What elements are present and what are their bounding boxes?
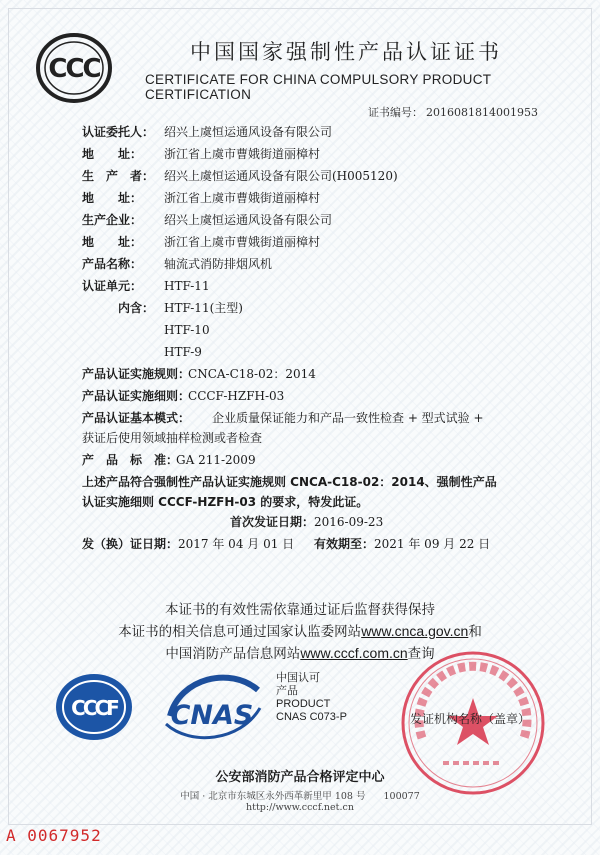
notice-line-3-suffix: 查询 <box>407 646 435 662</box>
cnas-info-line: 产品 <box>276 685 298 697</box>
issuing-organization: 公安部消防产品合格评定中心 <box>215 770 385 785</box>
model-item: HTF-11(主型) <box>164 301 243 315</box>
cnas-info-line: PRODUCT <box>276 698 331 710</box>
mode-row-2 <box>82 430 262 446</box>
notice-line-2-prefix: 本证书的相关信息可通过国家认监委网站 <box>118 624 362 640</box>
applicant-address-value: 浙江省上虞市曹娥街道丽樟村 <box>164 147 321 161</box>
unit-label: 认证单元： <box>82 279 143 293</box>
address-text: 中国 · 北京市东城区永外西革新里甲 108 号 <box>180 791 366 802</box>
factory-row <box>82 212 332 228</box>
applicant-value: 绍兴上虞恒运通风设备有限公司 <box>164 125 333 139</box>
applicant-label: 认证委托人： <box>82 125 155 139</box>
mode-label: 产品认证基本模式： <box>82 411 191 425</box>
factory-value: 绍兴上虞恒运通风设备有限公司 <box>164 213 333 227</box>
product-value: 轴流式消防排烟风机 <box>164 257 273 271</box>
ccc-logo-icon <box>36 30 112 106</box>
standard-value: GA 211-2009 <box>176 453 256 467</box>
factory-label: 生产企业： <box>82 213 143 227</box>
zip-code: 100077 <box>383 791 420 802</box>
model-row <box>164 322 210 338</box>
reissue-label: 发（换）证日期： <box>82 537 179 551</box>
certificate-number-label: 证书编号： <box>368 106 423 119</box>
contains-label: 内含： <box>118 301 155 315</box>
certificate-title-en: CERTIFICATE FOR CHINA COMPULSORY PRODUCT CERTIFICATION <box>145 72 492 102</box>
rule-row: 产品认证实施规则：CNCA-C18-02：2014 <box>82 367 316 381</box>
cnas-accreditation-text <box>276 672 347 724</box>
serial-number: A 0067952 <box>6 826 102 845</box>
cnas-logo-text: CNAS <box>170 700 254 731</box>
organization-website[interactable]: http://www.cccf.net.cn <box>246 802 354 813</box>
statement-line-2: 认证实施细则 CCCF-HZFH-03 的要求，特发此证。 <box>82 495 369 509</box>
cnca-website-link[interactable]: www.cnca.gov.cn <box>361 623 469 639</box>
factory-address-label: 地 址： <box>82 235 143 249</box>
notice-line-1: 本证书的有效性需依靠通过证后监督获得保持 <box>165 602 435 618</box>
mode-value-line1: 企业质量保证能力和产品一致性检查 + 型式试验 + <box>212 411 484 425</box>
factory-address-row <box>82 234 320 250</box>
notice-line-3-prefix: 中国消防产品信息网站 <box>165 646 301 662</box>
certificate-title-cn: 中国国家强制性产品认证证书 <box>190 40 502 64</box>
first-issue-label: 首次发证日期： <box>230 515 315 529</box>
contains-row <box>118 300 243 316</box>
model-item: HTF-10 <box>164 323 210 337</box>
notice-line-2-suffix: 和 <box>468 624 482 640</box>
product-label: 产品名称： <box>82 257 143 271</box>
maker-label: 生 产 者： <box>82 169 155 183</box>
maker-value: 绍兴上虞恒运通风设备有限公司(H005120) <box>164 169 398 183</box>
issuer-label: 发证机构名称（盖章） <box>410 712 531 726</box>
applicant-address-row <box>82 146 320 162</box>
organization-address <box>0 788 600 802</box>
detail-value: CCCF-HZFH-03 <box>188 389 285 403</box>
issue-date-row <box>82 536 490 552</box>
applicant-address-label: 地 址： <box>82 147 143 161</box>
first-issue-row <box>230 514 383 530</box>
detail-label: 产品认证实施细则 <box>82 389 179 403</box>
maker-address-label: 地 址： <box>82 191 143 205</box>
standard-label: 产 品 标 准 <box>82 453 167 467</box>
applicant-row <box>82 124 332 140</box>
first-issue-value: 2016-09-23 <box>314 515 384 529</box>
rule-value: CNCA-C18-02：2014 <box>188 367 316 381</box>
statement-line-1: 上述产品符合强制性产品认证实施规则 CNCA-C18-02：2014、强制性产品 <box>82 475 497 489</box>
model-row <box>164 344 202 360</box>
model-item: HTF-9 <box>164 345 202 359</box>
maker-row <box>82 168 398 184</box>
valid-value: 2021 年 09 月 22 日 <box>374 537 491 551</box>
certificate-number-value: 2016081814001953 <box>426 106 538 119</box>
detail-row: 产品认证实施细则：CCCF-HZFH-03 <box>82 389 285 403</box>
factory-address-value: 浙江省上虞市曹娥街道丽樟村 <box>164 235 321 249</box>
unit-row <box>82 278 210 294</box>
cccf-website-link[interactable]: www.cccf.com.cn <box>300 645 408 661</box>
unit-value: HTF-11 <box>164 279 210 293</box>
mode-row <box>82 410 484 426</box>
maker-address-value: 浙江省上虞市曹娥街道丽樟村 <box>164 191 321 205</box>
cnas-info-line: 中国认可 <box>276 672 320 684</box>
standard-row: 产 品 标 准：GA 211-2009 <box>82 453 256 467</box>
notice-line-2 <box>0 620 600 640</box>
cnas-info-line: CNAS C073-P <box>276 711 347 723</box>
cccf-logo-icon <box>54 672 134 742</box>
mode-value-line2: 获证后使用领域抽样检测或者检查 <box>82 431 263 445</box>
cnas-logo-icon <box>160 668 264 748</box>
reissue-value: 2017 年 04 月 01 日 <box>178 537 295 551</box>
maker-address-row <box>82 190 320 206</box>
cccf-logo-text: CCCF <box>71 696 117 720</box>
ccc-logo-text: CCC <box>48 54 100 84</box>
rule-label: 产品认证实施规则 <box>82 367 179 381</box>
valid-label: 有效期至： <box>314 537 375 551</box>
product-row <box>82 256 272 272</box>
certificate-number <box>365 104 585 120</box>
